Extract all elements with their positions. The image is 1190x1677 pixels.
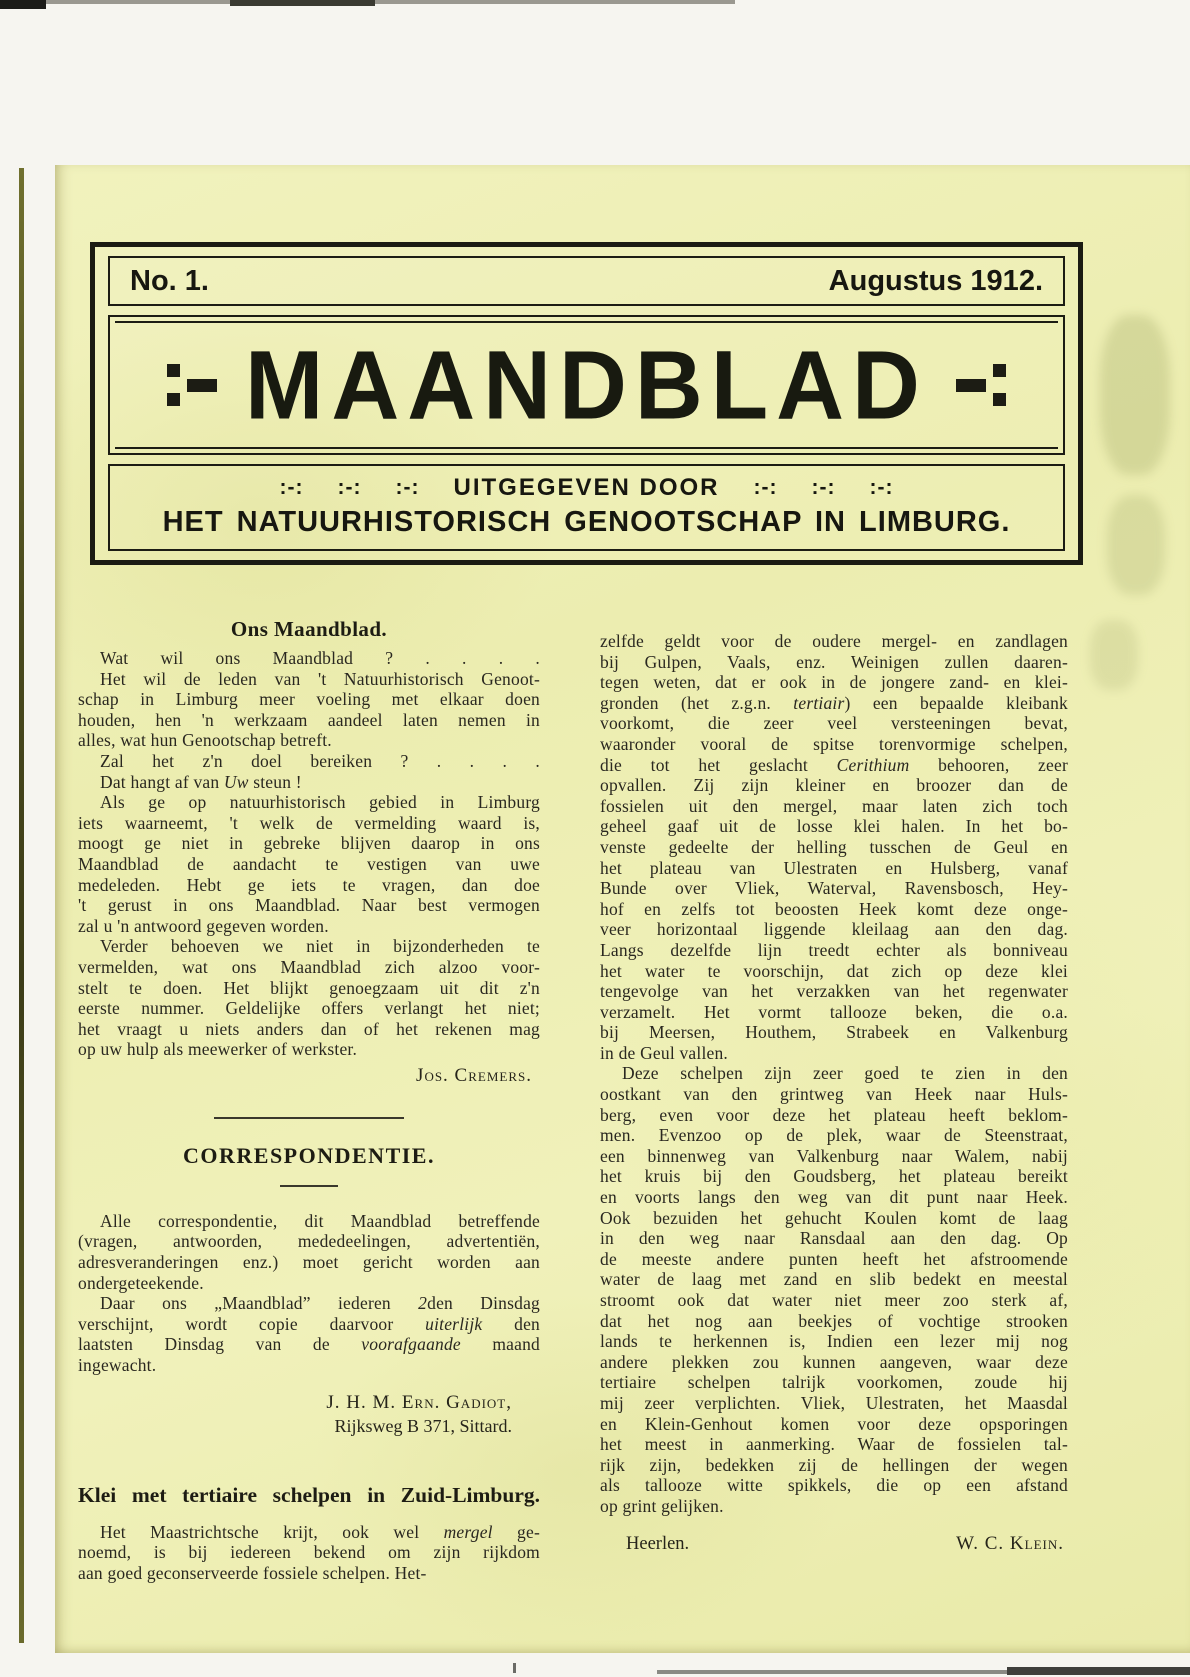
publisher-box (108, 464, 1065, 551)
scan-artifact-bottom-tick (513, 1663, 516, 1673)
text-line: bij Meersen, Houthem, Strabeek en Valkenburg (600, 1022, 1068, 1043)
issue-number: No. 1. (130, 264, 209, 297)
paragraph (78, 648, 540, 669)
scan-artifact-top-left (0, 0, 46, 9)
section-divider (214, 1117, 404, 1119)
page-title: MAANDBLAD (245, 329, 928, 440)
text-line: Daar ons „Maandblad” iederen 2den Dinsdag (100, 1293, 540, 1314)
text-line: verschijnt, wordt copie daarvoor uiterlijk den (78, 1313, 540, 1334)
text-line: op uw hulp als meewerker of werkster. (78, 1039, 358, 1060)
text-line: hof en zelfs tot beoosten Heek komt deze onge- (600, 898, 1068, 919)
text-line: Als ge op natuurhistorisch gebied in Limburg (100, 792, 540, 813)
text-line: ondergeteekende. (78, 1272, 204, 1293)
text-line: Langs dezelfde lijn treedt echter als bonniveau (600, 939, 1068, 960)
paragraph (78, 772, 540, 793)
paragraph (600, 1063, 1068, 1516)
text-columns (78, 617, 1068, 1583)
scan-artifact-bottom-bar (657, 1670, 1007, 1674)
text-line: en voorts langs den weg van dit punt naar Heek. (600, 1187, 1068, 1208)
text-line: en Klein-Genhout komen voor deze opsporingen (600, 1413, 1068, 1434)
signature-klein: W. C. Klein. (956, 1532, 1064, 1554)
title-ornament-right-icon (956, 364, 1006, 406)
paragraph (78, 1293, 540, 1375)
text-line: stroomt ook dat water niet meer zoo sterk af, (600, 1290, 1068, 1310)
text-line: geheel gaaf uit de losse klei halen. In het bo- (600, 816, 1068, 837)
magazine-page (55, 165, 1190, 1653)
text-line: eerste nummer. Geldelijke offers verlangt het niet; (78, 998, 540, 1019)
text-line: Wat wil ons Maandblad ? . . . . (100, 648, 540, 668)
paragraph (600, 631, 1068, 1063)
footer-place: Heerlen. (626, 1533, 690, 1554)
paragraph (78, 669, 540, 751)
spacer (78, 1437, 540, 1483)
text-line: rijk zijn, bedekken zij de hellingen der wegen (600, 1454, 1068, 1475)
text-line: moogt ge niet in gebreke blijven daarop in ons (78, 833, 540, 854)
section-title-klei: Klei met tertiaire schelpen in Zuid-Limburg. (78, 1482, 540, 1507)
text-line: schap in Limburg meer voeling met elkaar doen (78, 689, 540, 710)
page-edge-line (19, 168, 24, 1643)
text-line: Dat hangt af van Uw steun ! (100, 771, 302, 792)
text-line: Deze schelpen zijn zeer goed te zien in den (622, 1063, 1068, 1084)
scan-artifact-top-segment (230, 0, 375, 6)
section-klei-body (78, 1522, 540, 1584)
ornament-icon: :-: (811, 476, 836, 499)
text-line: Alle correspondentie, dit Maandblad betreffende (100, 1210, 540, 1231)
ink-bleed-smudge (1107, 495, 1165, 595)
text-line: Bunde over Vliek, Waterval, Ravensbosch, Hey- (600, 878, 1068, 899)
ornament-icon: :-: (337, 476, 362, 499)
text-line: verzamelt. Het vormt tallooze beken, die o.a. (600, 1001, 1068, 1022)
text-line: water de laag met zand en slib bedekt en meestal (600, 1269, 1068, 1290)
paragraph (78, 1211, 540, 1293)
text-line: Maandblad de aandacht te vestigen van uwe (78, 853, 540, 874)
text-line: Zal het z'n doel bereiken ? . . . . (100, 750, 540, 771)
text-line: houden, hen 'n werkzaam aandeel laten nemen in (78, 709, 540, 730)
text-line: op grint gelijken. (600, 1495, 724, 1516)
text-line: Het Maastrichtsche krijt, ook wel mergel ge- (100, 1521, 540, 1542)
text-line: andere plekken zou kunnen aangeven, waar deze (600, 1351, 1068, 1372)
publisher-name: HET NATUURHISTORISCH GENOOTSCHAP IN LIMBURG. (162, 506, 1011, 538)
text-line: tegen weten, dat er ook in de jongere zand- en klei- (600, 672, 1068, 693)
ink-bleed-smudge (1100, 315, 1170, 475)
title-box (108, 315, 1065, 455)
text-line: het meest in aanmerking. Waar de fossielen tal- (600, 1434, 1068, 1455)
text-line: die tot het geslacht Cerithium behooren, zeer (600, 754, 1068, 775)
text-line: Het wil de leden van 't Natuurhistorisch Genoot- (100, 668, 540, 689)
section-correspondentie-body (78, 1211, 540, 1376)
text-line: tengevolge van het verzakken van het regenwater (600, 981, 1068, 1002)
text-line: een binnenweg van Valkenburg naar Walem, nabij (600, 1145, 1068, 1166)
issue-date: Augustus 1912. (828, 264, 1043, 297)
signature-cremers: Jos. Cremers. (416, 1064, 532, 1086)
title-ornament-left-icon (167, 364, 217, 406)
text-line: gronden (het z.g.n. tertiair) een bepaalde kleibank (600, 692, 1068, 713)
text-line: Ook bezuiden het gehucht Koulen komt de laag (600, 1207, 1068, 1228)
ink-bleed-smudge (1090, 620, 1138, 690)
paragraph (78, 1522, 540, 1584)
text-line: berg, even voor deze het plateau heeft beklom- (600, 1104, 1068, 1125)
ornament-icon: :-: (869, 476, 894, 499)
scan-artifact-bottom-bar-dark (1007, 1667, 1190, 1675)
signature-gadiot (78, 1392, 540, 1437)
section-ons-maandblad-body (78, 648, 540, 1060)
text-line: mij zeer verplichten. Vliek, Ulestraten, het Maasdal (600, 1392, 1068, 1413)
text-line: zelfde geldt voor de oudere mergel- en zandlagen (600, 631, 1068, 651)
text-line: laatsten Dinsdag van de voorafgaande maand (78, 1334, 540, 1355)
text-line: de meeste andere punten heeft het afstroomende (600, 1248, 1068, 1269)
text-line: in de Geul vallen. (600, 1042, 729, 1063)
text-line: zal u 'n antwoord gegeven worden. (78, 915, 329, 936)
text-line: als tallooze witte spikkels, die op een afstand (600, 1475, 1068, 1496)
text-line: voorkomt, die zeer veel versteeningen bevat, (600, 713, 1068, 734)
ornament-icon: :-: (753, 476, 778, 499)
article-footer (600, 1533, 1068, 1555)
text-line: 't gerust in ons Maandblad. Naar best vermogen (78, 895, 540, 916)
paragraph (78, 751, 540, 772)
text-line: lands te herkennen is, Indien een lezer mij nog (600, 1331, 1068, 1352)
text-line: vermelden, wat ons Maandblad zich alzoo voor- (78, 956, 540, 977)
text-line: het water te voorschijn, dat zich op deze klei (600, 960, 1068, 981)
text-line: het plateau van Ulestraten en Hulsberg, vanaf (600, 857, 1068, 878)
text-line: Verder behoeven we niet in bijzonderheden te (100, 936, 540, 957)
signature-gadiot-address: Rijksweg B 371, Sittard. (334, 1415, 512, 1436)
text-line: noemd, is bij iedereen bekend om zijn rijkdom (78, 1542, 540, 1563)
paragraph (78, 936, 540, 1060)
text-line: oostkant van den grintweg van Heek naar Huls- (600, 1084, 1068, 1105)
text-line: dat het nog aan beekjes of vochtige strooken (600, 1310, 1068, 1331)
text-line: opvallen. Zij zijn kleiner en broozer dan de (600, 775, 1068, 796)
text-line: ingewacht. (78, 1355, 157, 1376)
left-column (78, 617, 540, 1583)
text-line: waaronder vooral de spitse torenvormige schelpen, (600, 733, 1068, 754)
ornament-icon: :-: (279, 476, 304, 499)
text-line: het vraagt u niets anders dan of het rekenen mag (78, 1018, 540, 1039)
signature-gadiot-name: J. H. M. Ern. Gadiot, (326, 1391, 512, 1413)
text-line: iets waarneemt, 't welk de vermelding waard is, (78, 812, 540, 833)
spacer (78, 1508, 540, 1522)
masthead-frame (90, 242, 1083, 565)
issue-info-box (108, 256, 1065, 306)
text-line: men. Evenzoo op de plek, waar de Steenstraat, (600, 1125, 1068, 1146)
right-column (600, 617, 1068, 1583)
section-title-ons-maandblad: Ons Maandblad. (230, 617, 388, 641)
text-line: venste gedeelte der helling tusschen de Geul en (600, 836, 1068, 857)
text-line: stelt te doen. Het blijkt genoegzaam uit dit z'n (78, 977, 540, 998)
text-line: adresveranderingen enz.) moet gericht worden aan (78, 1252, 540, 1273)
published-by-line (120, 474, 1053, 502)
text-line: het kruis bij den Goudsberg, het plateau bereikt (600, 1166, 1068, 1187)
ornament-icon: :-: (395, 476, 420, 499)
right-column-body (600, 631, 1068, 1517)
text-line: alles, wat hun Genootschap betreft. (78, 730, 332, 751)
section-title-correspondentie: CORRESPONDENTIE. (183, 1142, 435, 1168)
text-line: veer horizontaal liggende kleilaag aan den dag. (600, 919, 1068, 940)
text-line: medeleden. Hebt ge iets te vragen, dan doe (78, 874, 540, 895)
paragraph (78, 792, 540, 936)
text-line: (vragen, antwoorden, mededeelingen, advertentiën, (78, 1231, 540, 1252)
text-line: bij Gulpen, Vaals, enz. Weinigen zullen daaren- (600, 651, 1068, 672)
text-line: in den weg naar Ransdaal aan den dag. Op (600, 1228, 1068, 1249)
text-line: fossielen uit den mergel, maar laten zich toch (600, 795, 1068, 816)
heading-divider (280, 1185, 338, 1187)
published-by-text: UITGEGEVEN DOOR (453, 474, 720, 501)
text-line: tertiaire schelpen talrijk voorkomen, zoude hij (600, 1372, 1068, 1393)
text-line: aan goed geconserveerde fossiele schelpen. Het- (78, 1562, 427, 1583)
